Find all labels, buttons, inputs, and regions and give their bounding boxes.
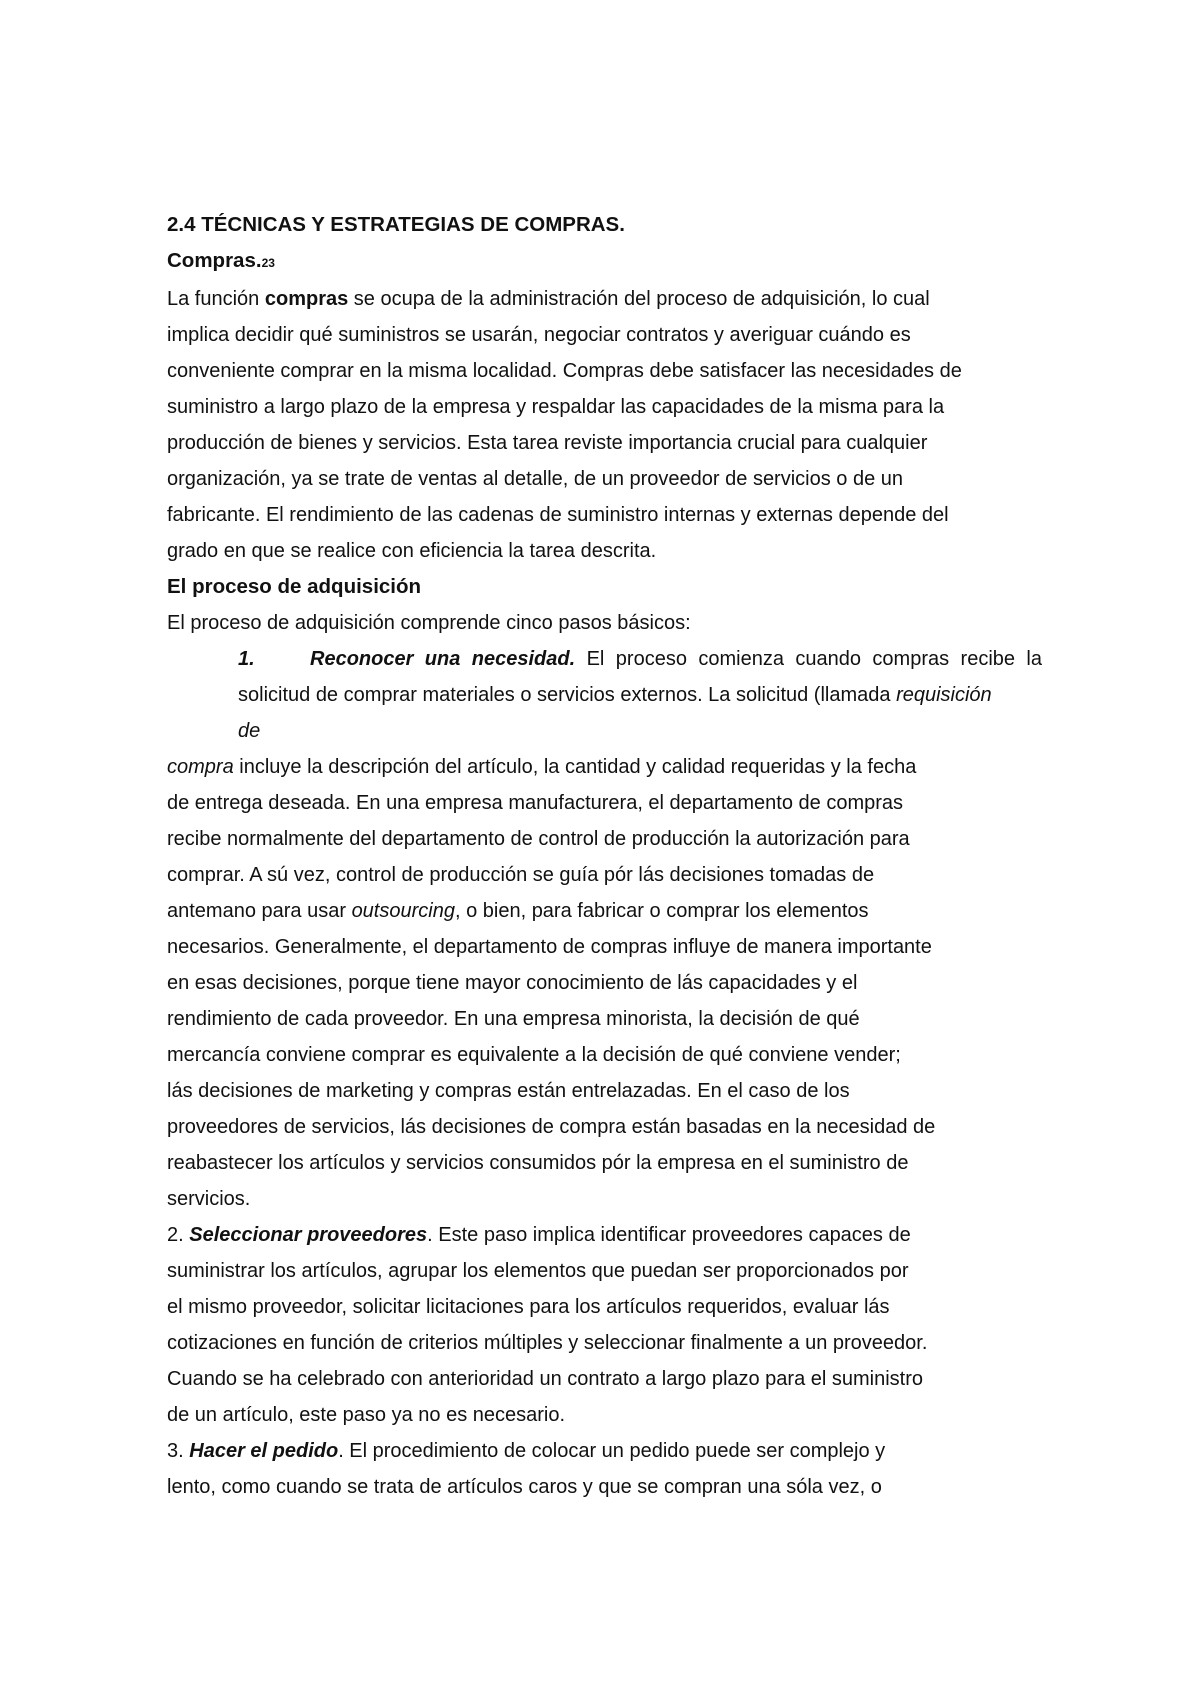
step1-line: necesarios. Generalmente, el departamento de compras influye de manera importante xyxy=(167,936,932,958)
step1-line: recibe normalmente del departamento de control de producción la autorización para xyxy=(167,828,910,850)
step1-line xyxy=(238,719,260,743)
step1-line: mercancía conviene comprar es equivalente a la decisión de qué conviene vender; xyxy=(167,1044,901,1066)
step1-line xyxy=(238,647,1042,671)
step1-line xyxy=(238,683,992,707)
footnote-ref: 23 xyxy=(261,256,275,270)
text-run: , o bien, para fabricar o comprar los elementos xyxy=(454,900,869,922)
italic-term: outsourcing xyxy=(351,900,455,922)
process-intro: El proceso de adquisición comprende cinco pasos básicos: xyxy=(167,612,691,634)
step1-line: reabastecer los artículos y servicios consumidos pór la empresa en el suministro de xyxy=(167,1152,909,1174)
step1-line: comprar. A sú vez, control de producción se guía pór lás decisiones tomadas de xyxy=(167,864,875,886)
text-run: antemano para usar xyxy=(167,900,352,922)
step2-number: 2. xyxy=(167,1224,190,1246)
text-run: . El procedimiento de colocar un pedido puede ser complejo y xyxy=(338,1440,886,1462)
step1-line: rendimiento de cada proveedor. En una empresa minorista, la decisión de qué xyxy=(167,1008,860,1030)
section-title xyxy=(167,213,625,237)
step2-line: de un artículo, este paso ya no es necesario. xyxy=(167,1404,566,1426)
step3-line: lento, como cuando se trata de artículos caros y que se compran una sóla vez, o xyxy=(167,1476,882,1498)
paragraph-line: conveniente comprar en la misma localidad. Compras debe satisfacer las necesidades de xyxy=(167,360,962,382)
paragraph-line: organización, ya se trate de ventas al detalle, de un proveedor de servicios o de un xyxy=(167,468,904,490)
step2-line: cotizaciones en función de criterios múltiples y seleccionar finalmente a un proveedor. xyxy=(167,1332,928,1354)
step1-line: en esas decisiones, porque tiene mayor conocimiento de lás capacidades y el xyxy=(167,972,858,994)
subtitle-text: Compras. xyxy=(167,249,262,272)
paragraph-line: producción de bienes y servicios. Esta tarea reviste importancia crucial para cualquier xyxy=(167,432,928,454)
text-run: incluye la descripción del artículo, la cantidad y calidad requeridas y la fecha xyxy=(233,756,917,778)
text-run: se ocupa de la administración del proceso de adquisición, lo cual xyxy=(348,288,930,310)
bold-term: compras xyxy=(264,288,349,310)
step1-title: Reconocer una necesidad. xyxy=(310,648,576,670)
italic-term: de xyxy=(238,720,261,742)
step1-line xyxy=(167,899,869,923)
text-run: El proceso comienza cuando compras recibe la xyxy=(575,648,1042,670)
step2-title: Seleccionar proveedores xyxy=(189,1224,428,1246)
paragraph-line xyxy=(167,287,930,311)
step3-line xyxy=(167,1439,885,1463)
paragraph-line: suministro a largo plazo de la empresa y respaldar las capacidades de la misma para la xyxy=(167,396,945,418)
paragraph-line: implica decidir qué suministros se usarán, negociar contratos y averiguar cuándo es xyxy=(167,324,911,346)
subtitle xyxy=(167,249,275,275)
step1-line: lás decisiones de marketing y compras están entrelazadas. En el caso de los xyxy=(167,1080,850,1102)
step2-line: suministrar los artículos, agrupar los elementos que puedan ser proporcionados por xyxy=(167,1260,909,1282)
step1-number: 1. xyxy=(238,648,255,670)
section-title-text: 2.4 TÉCNICAS Y ESTRATEGIAS DE COMPRAS. xyxy=(167,213,625,236)
step1-line: de entrega deseada. En una empresa manufacturera, el departamento de compras xyxy=(167,792,904,814)
step1-line xyxy=(167,755,916,779)
paragraph-line: grado en que se realice con eficiencia la tarea descrita. xyxy=(167,540,657,562)
step3-number: 3. xyxy=(167,1440,190,1462)
paragraph-line: fabricante. El rendimiento de las cadenas de suministro internas y externas depende del xyxy=(167,504,949,526)
step2-line: el mismo proveedor, solicitar licitaciones para los artículos requeridos, evaluar lás xyxy=(167,1296,890,1318)
step2-line: Cuando se ha celebrado con anterioridad un contrato a largo plazo para el suministro xyxy=(167,1368,924,1390)
italic-term: requisición xyxy=(896,684,992,706)
step1-line: proveedores de servicios, lás decisiones de compra están basadas en la necesidad de xyxy=(167,1116,936,1138)
text-run: solicitud de comprar materiales o servicios externos. La solicitud (llamada xyxy=(238,684,897,706)
text-run: La función xyxy=(167,288,265,310)
italic-term: compra xyxy=(167,756,234,778)
step3-title: Hacer el pedido xyxy=(189,1440,339,1462)
text-run: . Este paso implica identificar proveedores capaces de xyxy=(427,1224,911,1246)
step1-line: servicios. xyxy=(167,1188,251,1210)
step2-line xyxy=(167,1223,911,1247)
process-heading: El proceso de adquisición xyxy=(167,575,422,598)
